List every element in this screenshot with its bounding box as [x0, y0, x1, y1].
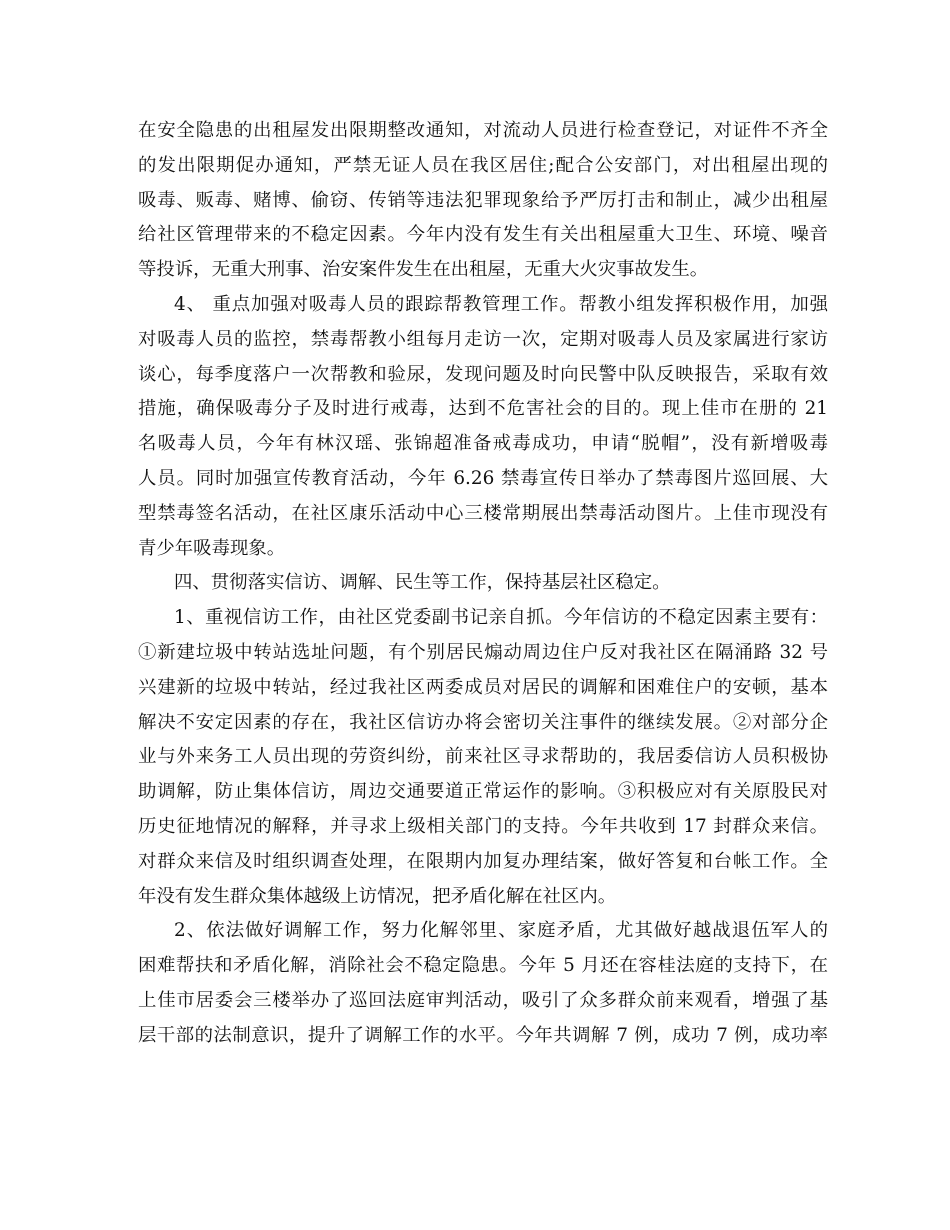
text-line: 对群众来信及时组织调查处理，在限期内加复办理结案，做好答复和台帐工作。全 — [138, 850, 828, 872]
paragraph-start-line: 2、依法做好调解工作，努力化解邻里、家庭矛盾，尤其做好越战退伍军人的 — [174, 920, 828, 942]
text-line: 青少年吸毒现象。 — [138, 537, 286, 559]
section-heading: 四、贯彻落实信访、调解、民生等工作，保持基层社区稳定。 — [174, 572, 671, 594]
text-line: 上佳市居委会三楼举办了巡回法庭审判活动，吸引了众多群众前来观看，增强了基 — [138, 989, 828, 1011]
paragraph-start-line: 4、 重点加强对吸毒人员的跟踪帮教管理工作。帮教小组发挥积极作用，加强 — [174, 293, 828, 315]
text-line: 吸毒、贩毒、赌博、偷窃、传销等违法犯罪现象给予严厉打击和制止，减少出租屋 — [138, 189, 828, 211]
text-line: 型禁毒签名活动，在社区康乐活动中心三楼常期展出禁毒活动图片。上佳市现没有 — [138, 502, 828, 524]
text-line: 困难帮扶和矛盾化解，消除社会不稳定隐患。今年 5 月还在容桂法庭的支持下，在 — [138, 955, 828, 977]
text-line: 助调解，防止集体信访，周边交通要道正常运作的影响。③积极应对有关原股民对 — [138, 781, 828, 803]
text-line: 人员。同时加强宣传教育活动，今年 6.26 禁毒宣传日举办了禁毒图片巡回展、大 — [138, 467, 828, 489]
text-line: 等投诉，无重大刑事、治安案件发生在出租屋，无重大火灾事故发生。 — [138, 259, 709, 281]
text-line: ①新建垃圾中转站选址问题，有个别居民煽动周边住户反对我社区在隔涌路 32 号 — [138, 641, 828, 663]
text-line: 的发出限期促办通知，严禁无证人员在我区居住;配合公安部门，对出租屋出现的 — [138, 154, 828, 176]
document-body — [138, 114, 828, 1054]
text-line: 层干部的法制意识，提升了调解工作的水平。今年共调解 7 例，成功 7 例，成功率 — [138, 1024, 828, 1046]
text-line: 年没有发生群众集体越级上访情况，把矛盾化解在社区内。 — [138, 885, 617, 907]
paragraph-start-line: 1、重视信访工作，由社区党委副书记亲自抓。今年信访的不稳定因素主要有： — [174, 607, 828, 629]
text-line: 对吸毒人员的监控，禁毒帮教小组每月走访一次，定期对吸毒人员及家属进行家访 — [138, 328, 828, 350]
text-line: 谈心，每季度落户一次帮教和验尿，发现问题及时向民警中队反映报告，采取有效 — [138, 363, 828, 385]
text-line: 在安全隐患的出租屋发出限期整改通知，对流动人员进行检查登记，对证件不齐全 — [138, 120, 828, 141]
text-line: 名吸毒人员，今年有林汉瑶、张锦超准备戒毒成功，申请“脱帽”，没有新增吸毒 — [138, 433, 828, 455]
text-line: 历史征地情况的解释，并寻求上级相关部门的支持。今年共收到 17 封群众来信。 — [138, 815, 828, 837]
text-line: 业与外来务工人员出现的劳资纠纷，前来社区寻求帮助的，我居委信访人员积极协 — [138, 746, 828, 768]
text-line: 措施，确保吸毒分子及时进行戒毒，达到不危害社会的目的。现上佳市在册的 21 — [138, 398, 828, 420]
text-line: 给社区管理带来的不稳定因素。今年内没有发生有关出租屋重大卫生、环境、噪音 — [138, 224, 828, 246]
text-line: 解决不安定因素的存在，我社区信访办将会密切关注事件的继续发展。②对部分企 — [138, 711, 828, 733]
text-line: 兴建新的垃圾中转站，经过我社区两委成员对居民的调解和困难住户的安顿，基本 — [138, 676, 828, 698]
